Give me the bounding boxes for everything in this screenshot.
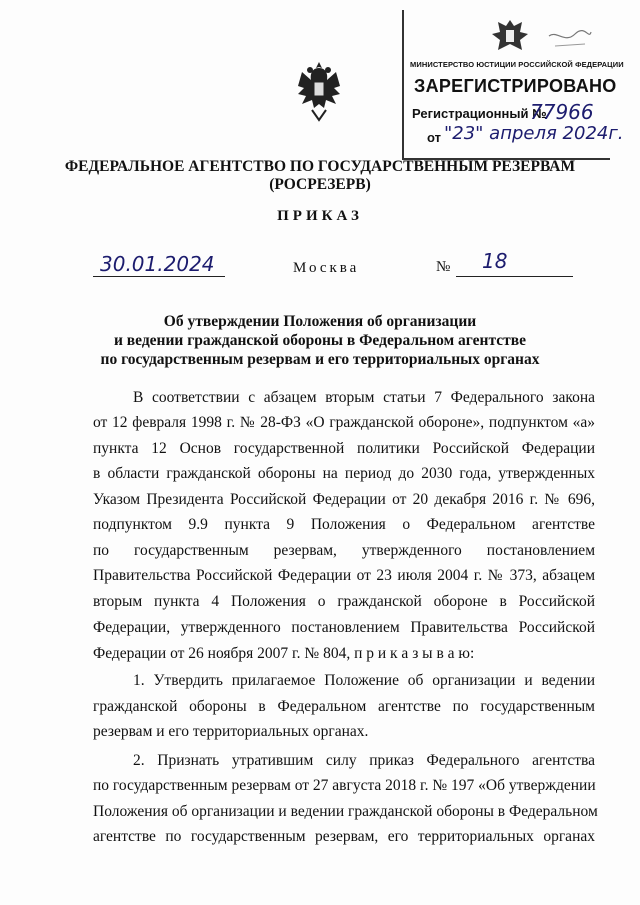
stamp-date-prefix: от — [427, 130, 441, 145]
body-line: Федерации, утвержденного постановлением Правительства Российской — [93, 619, 595, 636]
body-line: Положения об организации и ведении гражданской обороны в Федеральном — [93, 803, 598, 820]
stamp-date-value: "23" апреля 2024г. — [444, 123, 624, 144]
body-line: гражданской обороны в Федеральном агентстве по государственным — [93, 698, 595, 715]
body-line: по государственным резервам, утвержденного постановлением — [93, 542, 595, 559]
body-line: Правительства Российской Федерации от 23 июля 2004 г. № 373, абзацем — [93, 567, 595, 584]
agency-name: ФЕДЕРАЛЬНОЕ АГЕНТСТВО ПО ГОСУДАРСТВЕННЫМ РЕЗЕРВАМ — [64, 158, 576, 175]
stamp-reg-number-value: 77966 — [530, 100, 594, 124]
stamp-ministry: МИНИСТЕРСТВО ЮСТИЦИИ РОССИЙСКОЙ ФЕДЕРАЦИИ — [410, 60, 624, 69]
date-underline — [93, 276, 225, 277]
title-line: и ведении гражданской обороны в Федеральном агентстве — [113, 332, 526, 349]
body-line: резервам и его территориальных органах. — [93, 723, 369, 740]
body-line: вторым пункта 4 Положения о гражданской обороне в Российской — [93, 593, 595, 610]
order-number: 18 — [482, 249, 508, 273]
stamp-registered-label: ЗАРЕГИСТРИРОВАНО — [414, 76, 617, 96]
body-line: в области гражданской обороны на период до 2030 года, утвержденных — [93, 465, 595, 482]
body-line: 2. Признать утратившим силу приказ Федерального агентства — [133, 752, 595, 769]
body-line: агентстве по государственным резервам, его территориальных органах — [93, 828, 595, 845]
document-type: ПРИКАЗ — [277, 208, 363, 224]
body-line: Указом Президента Российской Федерации от 20 декабря 2016 г. № 696, — [93, 491, 595, 508]
stamp-scribble-icon — [545, 26, 595, 56]
body-line: от 12 февраля 1998 г. № 28-ФЗ «О гражданской обороне», подпунктом «а» — [93, 414, 595, 431]
body-line: подпунктом 9.9 пункта 9 Положения о Федеральном агентстве — [93, 516, 595, 533]
title-line: Об утверждении Положения об организации — [163, 313, 477, 330]
agency-abbreviation: (РОСРЕЗЕРВ) — [269, 176, 371, 193]
body-line: В соответствии с абзацем вторым статьи 7 Федерального закона — [133, 389, 595, 406]
order-date: 30.01.2024 — [100, 252, 215, 276]
title-line: по государственным резервам и его территориальных органах — [100, 351, 540, 368]
body-line: 1. Утвердить прилагаемое Положение об организации и ведении — [133, 672, 595, 689]
number-label: № — [436, 259, 451, 275]
order-city: Москва — [293, 260, 360, 276]
body-line: Федерации от 26 ноября 2007 г. № 804, п р и к а з ы в а ю: — [93, 645, 475, 662]
body-line: пункта 12 Основ государственной политики Российской Федерации — [93, 440, 595, 457]
stamp-reg-number-label: Регистрационный № — [412, 106, 547, 121]
coat-of-arms-icon — [294, 60, 344, 126]
body-line: по государственным резервам от 27 августа 2018 г. № 197 «Об утверждении — [93, 777, 596, 794]
stamp-emblem-icon — [488, 16, 532, 56]
number-underline — [456, 276, 573, 277]
